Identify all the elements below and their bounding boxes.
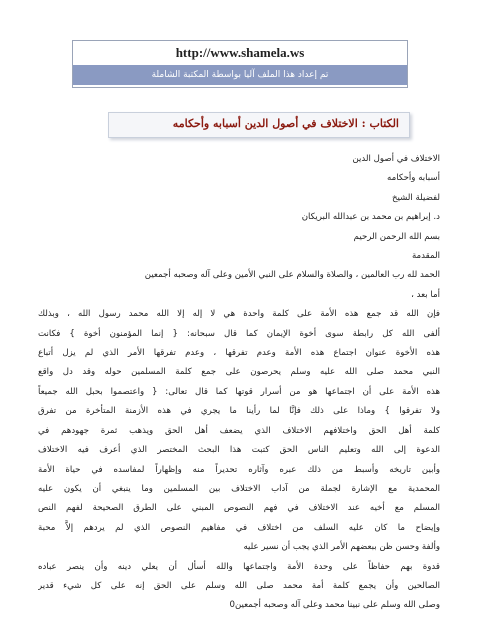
- text-line: د. إبراهيم بن محمد بن عبدالله البريكان: [301, 212, 440, 223]
- text-line: وألفة وحسن ظن ببعضهم الأمر الذي يجب أن نسير عليه: [243, 542, 440, 553]
- text-line: المحمدية مع الإشارة لجملة من آداب الاختلاف بين المسلمين وما ينبغي أن يكون عليه: [38, 483, 440, 494]
- text-line: بسم الله الرحمن الرحيم: [353, 231, 440, 242]
- header-url[interactable]: http://www.shamela.ws: [175, 45, 305, 60]
- text-line: ولا تفرقوا } وماذا على ذلك فإنَّا لما رأينا ما يجري في هذه الأزمنة المتأخرة من تفرق: [38, 406, 440, 417]
- document-body: [38, 150, 440, 616]
- header-banner: تم إعداد هذا الملف آليا بواسطة المكتبة الشاملة: [73, 65, 407, 85]
- text-line: وإيضاح ما كان عليه السلف من اختلاف في مفاهيم النصوص الذي لم يردهم إلاَّ محبة: [38, 522, 440, 533]
- text-line: الصالحين وأن يجمع كلمة أمة محمد صلى الله وسلم على الحق إنه على كل شيء قدير: [38, 580, 440, 591]
- text-line: هذه الأمة على أن اجتماعها هو من أسرار قوتها كما قال تعالى: { واعتصموا بحبل الله جميعاً: [38, 386, 440, 397]
- text-line: الحمد لله رب العالمين ، والصلاة والسلام على النبي الأمين وعلى آله وصحبه أجمعين: [144, 270, 440, 281]
- header-box: [72, 40, 408, 88]
- text-line: فإن الله قد جمع هذه الأمة على كلمة واحدة هي لا إله إلا الله محمد رسول الله ، وبذلك: [38, 309, 440, 320]
- text-line: الدعوة إلى الله وتعليم الناس الحق كتبت هذا البحث المختصر الذي أعرف فيه الاختلاف: [38, 445, 440, 456]
- text-line: النبي محمد صلى الله عليه وسلم يحرصون على جمع كلمة المسلمين حوله وقد دل واقع: [38, 367, 440, 378]
- text-line: لفضيلة الشيخ: [391, 192, 440, 203]
- text-line: أسبابه وأحكامه: [387, 173, 440, 184]
- text-line: قدوة بهم حفاظاً على وحدة الأمة واجتماعها والله أسأل أن يعلي دينه وأن ينصر عباده: [38, 561, 440, 572]
- book-title-box: [108, 112, 410, 138]
- text-line: كلمة أهل الحق واختلافهم الاختلاف الذي يضعف أهل الحق ويذهب ثمرة جهودهم في: [38, 425, 440, 436]
- text-line: وأبين تاريخه وأسبط من ذلك عبره وآثاره تحديراً منه وإظهاراً لمفاسده في حياة الأمة: [38, 464, 440, 475]
- text-line: هذه الأخوة عنوان اجتماع هذه الأمة وعدم تفرقها ، وعدم تفرقها الأمر الذي لم يزل أتباع: [38, 348, 440, 359]
- text-line: المقدمة: [411, 251, 440, 262]
- text-line: الاختلاف في أصول الدين: [352, 154, 440, 164]
- text-line: المسلم مع أخيه عند الاختلاف في فهم النصوص المبني على الطرق الصحيحة لفهم النص: [38, 503, 440, 514]
- text-line: ألفى الله كل رابطة سوى أخوة الإيمان كما قال سبحانه: { إنما المؤمنون أخوة } فكانت: [38, 328, 440, 339]
- text-line: وصلى الله وسلم على نبينا محمد وعلى آله وصحبه أجمعين0: [229, 600, 440, 611]
- book-title: الكتاب : الاختلاف في أصول الدين أسبابه وأحكامه: [172, 117, 399, 130]
- text-line: أما بعد ،: [411, 289, 440, 300]
